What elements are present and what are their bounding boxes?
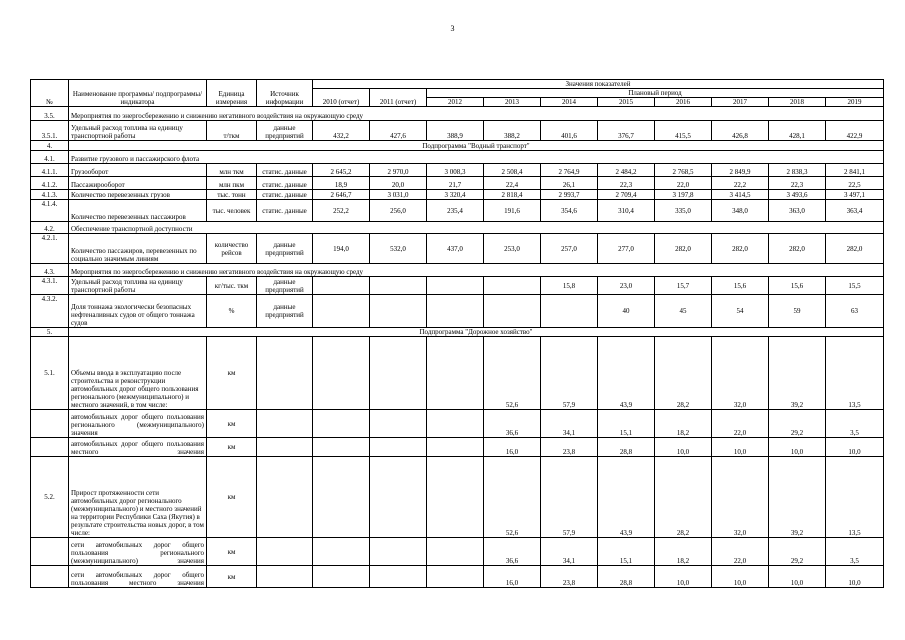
value-cell: 23,8 bbox=[541, 566, 598, 588]
value-2010 bbox=[313, 337, 370, 410]
indicator-name: Количество перевезенных пассажиров bbox=[69, 200, 207, 222]
value-2010 bbox=[313, 538, 370, 566]
value-cell: 257,0 bbox=[541, 234, 598, 264]
row-num: 4.3.2. bbox=[31, 295, 69, 328]
value-cell: 16,0 bbox=[484, 438, 541, 457]
row-num bbox=[31, 538, 69, 566]
value-cell: 426,8 bbox=[712, 121, 769, 141]
value-cell: 235,4 bbox=[427, 200, 484, 222]
indicator-unit: км bbox=[207, 337, 257, 410]
value-cell: 34,1 bbox=[541, 538, 598, 566]
value-2010 bbox=[313, 457, 370, 538]
indicator-name: Объемы ввода в эксплуатацию после строительства и реконструкции автомобильных дорог общего пользования регионального (межмуниципального) и местного значений, в том числе: bbox=[69, 337, 207, 410]
value-cell: 15,8 bbox=[541, 277, 598, 295]
row-num: 4.3.1. bbox=[31, 277, 69, 295]
indicator-unit: км bbox=[207, 538, 257, 566]
indicator-source bbox=[257, 538, 313, 566]
value-2011 bbox=[370, 277, 427, 295]
indicators-table bbox=[30, 79, 884, 588]
value-cell: 32,0 bbox=[712, 457, 769, 538]
header-unit: Единица измерения bbox=[207, 80, 257, 107]
row-num: 4. bbox=[31, 141, 69, 151]
value-cell: 28,8 bbox=[598, 438, 655, 457]
value-cell: 18,2 bbox=[655, 410, 712, 438]
indicator-name: автомобильных дорог общего пользования регионального (межмуниципального) значения bbox=[69, 410, 207, 438]
indicator-source: данные предприятий bbox=[257, 234, 313, 264]
indicator-source: данные предприятий bbox=[257, 121, 313, 141]
row-num: 4.1.1. bbox=[31, 164, 69, 177]
value-cell: 3 008,3 bbox=[427, 164, 484, 177]
value-cell bbox=[427, 277, 484, 295]
row-num bbox=[31, 566, 69, 588]
value-cell bbox=[427, 566, 484, 588]
value-cell: 354,6 bbox=[541, 200, 598, 222]
header-source: Источник информации bbox=[257, 80, 313, 107]
value-cell: 15,1 bbox=[598, 538, 655, 566]
indicator-name: автомобильных дорог общего пользования местного значения bbox=[69, 438, 207, 457]
value-cell: 3 493,6 bbox=[769, 190, 826, 200]
indicator-source: статис. данные bbox=[257, 200, 313, 222]
indicator-source: статис. данные bbox=[257, 164, 313, 177]
header-2011: 2011 (отчет) bbox=[370, 89, 427, 107]
indicator-name: Прирост протяженности сети автомобильных дорог регионального (межмуниципального) и местного значений на территории Республики Саха (Якутия) в результате строительства новых дорог, в том числе: bbox=[69, 457, 207, 538]
header-year: 2014 bbox=[541, 98, 598, 107]
value-cell: 22,4 bbox=[484, 177, 541, 190]
value-cell: 34,1 bbox=[541, 410, 598, 438]
value-cell: 2 818,4 bbox=[484, 190, 541, 200]
value-cell bbox=[427, 337, 484, 410]
header-year: 2019 bbox=[826, 98, 884, 107]
indicator-source: статис. данные bbox=[257, 177, 313, 190]
row-num: 5.1. bbox=[31, 337, 69, 410]
value-2011: 532,0 bbox=[370, 234, 427, 264]
value-cell: 52,6 bbox=[484, 457, 541, 538]
value-cell: 15,5 bbox=[826, 277, 884, 295]
value-cell: 10,0 bbox=[655, 438, 712, 457]
value-2011 bbox=[370, 337, 427, 410]
indicator-unit: млн ткм bbox=[207, 164, 257, 177]
value-cell: 43,9 bbox=[598, 457, 655, 538]
indicator-name: Удельный расход топлива на единицу транспортной работы bbox=[69, 277, 207, 295]
value-cell: 32,0 bbox=[712, 337, 769, 410]
value-cell: 15,7 bbox=[655, 277, 712, 295]
indicator-unit: количество рейсов bbox=[207, 234, 257, 264]
value-cell: 2 508,4 bbox=[484, 164, 541, 177]
value-cell: 2 841,1 bbox=[826, 164, 884, 177]
subprogram-title: Подпрограмма "Дорожное хозяйство" bbox=[69, 328, 884, 337]
value-cell: 39,2 bbox=[769, 457, 826, 538]
value-cell: 10,0 bbox=[826, 438, 884, 457]
value-cell: 21,7 bbox=[427, 177, 484, 190]
value-cell: 2 993,7 bbox=[541, 190, 598, 200]
row-num: 4.3. bbox=[31, 264, 69, 277]
value-2011: 3 031,0 bbox=[370, 190, 427, 200]
row-num: 4.2. bbox=[31, 222, 69, 234]
value-cell: 29,2 bbox=[769, 538, 826, 566]
value-cell bbox=[427, 538, 484, 566]
value-cell: 10,0 bbox=[655, 566, 712, 588]
value-cell bbox=[541, 295, 598, 328]
value-cell: 23,0 bbox=[598, 277, 655, 295]
value-cell bbox=[484, 295, 541, 328]
value-cell: 401,6 bbox=[541, 121, 598, 141]
value-2011 bbox=[370, 566, 427, 588]
row-num: 4.1.3. bbox=[31, 190, 69, 200]
indicator-source bbox=[257, 566, 313, 588]
value-cell: 63 bbox=[826, 295, 884, 328]
indicator-name: Удельный расход топлива на единицу транспортной работы bbox=[69, 121, 207, 141]
value-cell: 22,3 bbox=[769, 177, 826, 190]
value-2011 bbox=[370, 457, 427, 538]
value-cell: 29,2 bbox=[769, 410, 826, 438]
value-cell: 45 bbox=[655, 295, 712, 328]
value-cell: 43,9 bbox=[598, 337, 655, 410]
value-cell: 13,5 bbox=[826, 337, 884, 410]
value-cell: 335,0 bbox=[655, 200, 712, 222]
value-cell bbox=[484, 277, 541, 295]
value-2010 bbox=[313, 277, 370, 295]
value-2011 bbox=[370, 538, 427, 566]
value-cell: 253,0 bbox=[484, 234, 541, 264]
value-2010 bbox=[313, 438, 370, 457]
value-cell: 10,0 bbox=[769, 566, 826, 588]
header-name: Наименование программы/ подпрограммы/ индикатора bbox=[69, 80, 207, 107]
section-title: Мероприятия по энергосбережению и снижению негативного воздействия на окружающую среду bbox=[69, 264, 884, 277]
indicator-source bbox=[257, 337, 313, 410]
value-cell: 3,5 bbox=[826, 410, 884, 438]
value-cell: 16,0 bbox=[484, 566, 541, 588]
value-cell: 10,0 bbox=[769, 438, 826, 457]
value-2010 bbox=[313, 566, 370, 588]
value-cell: 2 838,3 bbox=[769, 164, 826, 177]
indicator-name: Пассажирооборот bbox=[69, 177, 207, 190]
value-cell: 22,0 bbox=[655, 177, 712, 190]
value-2010: 2 646,7 bbox=[313, 190, 370, 200]
value-2011 bbox=[370, 410, 427, 438]
value-cell: 422,9 bbox=[826, 121, 884, 141]
value-cell: 10,0 bbox=[826, 566, 884, 588]
value-2011: 20,0 bbox=[370, 177, 427, 190]
indicator-name: сети автомобильных дорог общего пользования регионального (межмуниципального) значения bbox=[69, 538, 207, 566]
value-cell: 28,8 bbox=[598, 566, 655, 588]
value-2011: 256,0 bbox=[370, 200, 427, 222]
value-cell: 191,6 bbox=[484, 200, 541, 222]
header-num: № bbox=[31, 80, 69, 107]
value-cell: 57,9 bbox=[541, 457, 598, 538]
value-2010 bbox=[313, 295, 370, 328]
header-year: 2015 bbox=[598, 98, 655, 107]
value-cell: 282,0 bbox=[712, 234, 769, 264]
indicator-unit: км bbox=[207, 410, 257, 438]
indicator-source: данные предприятий bbox=[257, 277, 313, 295]
indicator-unit: кг/тыс. ткм bbox=[207, 277, 257, 295]
value-cell: 376,7 bbox=[598, 121, 655, 141]
indicator-unit: % bbox=[207, 295, 257, 328]
indicator-unit: т/ткм bbox=[207, 121, 257, 141]
value-cell: 15,6 bbox=[769, 277, 826, 295]
indicator-source bbox=[257, 457, 313, 538]
value-cell bbox=[427, 438, 484, 457]
value-cell: 22,0 bbox=[712, 538, 769, 566]
value-cell: 3 320,4 bbox=[427, 190, 484, 200]
value-cell: 54 bbox=[712, 295, 769, 328]
value-cell: 2 768,5 bbox=[655, 164, 712, 177]
indicator-name: Грузооборот bbox=[69, 164, 207, 177]
value-cell: 2 764,9 bbox=[541, 164, 598, 177]
value-cell: 28,2 bbox=[655, 337, 712, 410]
header-values: Значения показателей bbox=[313, 80, 884, 89]
value-cell: 2 849,9 bbox=[712, 164, 769, 177]
value-2010: 194,0 bbox=[313, 234, 370, 264]
value-cell: 22,5 bbox=[826, 177, 884, 190]
row-num: 3.5.1. bbox=[31, 121, 69, 141]
value-cell: 388,9 bbox=[427, 121, 484, 141]
indicator-unit: км bbox=[207, 566, 257, 588]
value-cell: 22,0 bbox=[712, 410, 769, 438]
value-cell: 28,2 bbox=[655, 457, 712, 538]
value-cell: 59 bbox=[769, 295, 826, 328]
value-cell: 40 bbox=[598, 295, 655, 328]
header-year: 2012 bbox=[427, 98, 484, 107]
value-cell: 23,8 bbox=[541, 438, 598, 457]
indicator-name: Количество пассажиров, перевезенных по социально значимым линиям bbox=[69, 234, 207, 264]
value-cell: 3 414,5 bbox=[712, 190, 769, 200]
value-cell: 10,0 bbox=[712, 438, 769, 457]
value-cell: 39,2 bbox=[769, 337, 826, 410]
value-cell: 363,4 bbox=[826, 200, 884, 222]
indicator-unit: млн пкм bbox=[207, 177, 257, 190]
indicator-source: данные предприятий bbox=[257, 295, 313, 328]
value-cell: 388,2 bbox=[484, 121, 541, 141]
row-num: 3.5. bbox=[31, 107, 69, 121]
value-cell: 3,5 bbox=[826, 538, 884, 566]
value-cell: 3 497,1 bbox=[826, 190, 884, 200]
indicator-name: Доля тоннажа экологически безопасных нефтеналивных судов от общего тоннажа судов bbox=[69, 295, 207, 328]
indicator-source bbox=[257, 410, 313, 438]
indicator-name: сети автомобильных дорог общего пользования местного значения bbox=[69, 566, 207, 588]
value-cell: 348,0 bbox=[712, 200, 769, 222]
row-num bbox=[31, 438, 69, 457]
header-plan-period: Плановый период bbox=[427, 89, 884, 98]
value-cell: 310,4 bbox=[598, 200, 655, 222]
page-number: 3 bbox=[450, 24, 455, 33]
header-year: 2013 bbox=[484, 98, 541, 107]
value-2011 bbox=[370, 438, 427, 457]
indicator-unit: тыс. тонн bbox=[207, 190, 257, 200]
value-cell: 277,0 bbox=[598, 234, 655, 264]
value-2010: 18,9 bbox=[313, 177, 370, 190]
section-title: Мероприятия по энергосбережению и снижению негативного воздействия на окружающую среду bbox=[69, 107, 884, 121]
indicator-source bbox=[257, 438, 313, 457]
section-title: Развитие грузового и пассажирского флота bbox=[69, 151, 884, 164]
value-cell: 57,9 bbox=[541, 337, 598, 410]
value-cell: 22,3 bbox=[598, 177, 655, 190]
value-cell: 13,5 bbox=[826, 457, 884, 538]
value-cell: 282,0 bbox=[655, 234, 712, 264]
value-cell: 428,1 bbox=[769, 121, 826, 141]
value-2010: 432,2 bbox=[313, 121, 370, 141]
indicator-unit: км bbox=[207, 457, 257, 538]
indicator-name: Количество перевезенных грузов bbox=[69, 190, 207, 200]
value-cell: 52,6 bbox=[484, 337, 541, 410]
value-2011: 427,6 bbox=[370, 121, 427, 141]
row-num: 4.2.1. bbox=[31, 234, 69, 264]
indicator-unit: тыс. человек bbox=[207, 200, 257, 222]
value-cell: 36,6 bbox=[484, 410, 541, 438]
row-num: 4.1.2. bbox=[31, 177, 69, 190]
row-num: 5. bbox=[31, 328, 69, 337]
value-2010 bbox=[313, 410, 370, 438]
header-2010: 2010 (отчет) bbox=[313, 89, 370, 107]
value-cell: 2 709,4 bbox=[598, 190, 655, 200]
subprogram-title: Подпрограмма "Водный транспорт" bbox=[69, 141, 884, 151]
value-cell: 22,2 bbox=[712, 177, 769, 190]
indicator-unit: км bbox=[207, 438, 257, 457]
row-num: 4.1. bbox=[31, 151, 69, 164]
value-2010: 252,2 bbox=[313, 200, 370, 222]
value-cell: 18,2 bbox=[655, 538, 712, 566]
row-num: 5.2. bbox=[31, 457, 69, 538]
value-cell: 15,1 bbox=[598, 410, 655, 438]
section-title: Обеспечение транспортной доступности bbox=[69, 222, 884, 234]
value-cell bbox=[427, 410, 484, 438]
value-2010: 2 645,2 bbox=[313, 164, 370, 177]
value-2011 bbox=[370, 295, 427, 328]
value-cell bbox=[427, 457, 484, 538]
value-cell: 415,5 bbox=[655, 121, 712, 141]
value-cell: 282,0 bbox=[826, 234, 884, 264]
value-2011: 2 970,0 bbox=[370, 164, 427, 177]
header-year: 2017 bbox=[712, 98, 769, 107]
value-cell: 363,0 bbox=[769, 200, 826, 222]
value-cell: 282,0 bbox=[769, 234, 826, 264]
value-cell: 36,6 bbox=[484, 538, 541, 566]
value-cell: 10,0 bbox=[712, 566, 769, 588]
indicator-source: статис. данные bbox=[257, 190, 313, 200]
header-year: 2018 bbox=[769, 98, 826, 107]
value-cell bbox=[427, 295, 484, 328]
header-year: 2016 bbox=[655, 98, 712, 107]
row-num bbox=[31, 410, 69, 438]
row-num: 4.1.4. bbox=[31, 200, 69, 222]
value-cell: 437,0 bbox=[427, 234, 484, 264]
value-cell: 3 197,8 bbox=[655, 190, 712, 200]
value-cell: 2 484,2 bbox=[598, 164, 655, 177]
value-cell: 15,6 bbox=[712, 277, 769, 295]
value-cell: 26,1 bbox=[541, 177, 598, 190]
